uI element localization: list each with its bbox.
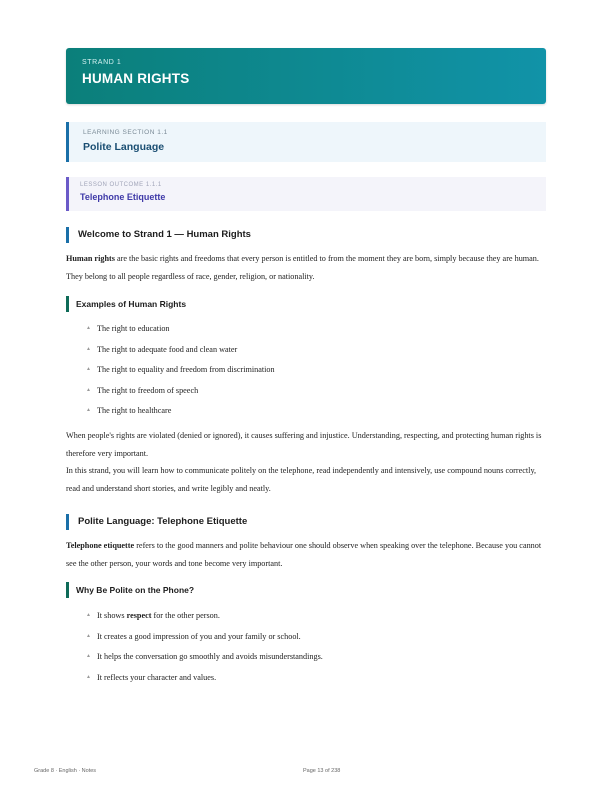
telephone-definition-text: refers to the good manners and polite behaviour one should observe when speaking over the telephone. Because you cannot see the other person, your words and tone become very important. bbox=[66, 541, 542, 568]
list-item: ▲ It shows respect for the other person. bbox=[86, 611, 220, 620]
intro-bold-term: Human rights bbox=[66, 254, 115, 263]
why-polite-list bbox=[86, 610, 546, 692]
telephone-definition-paragraph bbox=[66, 537, 548, 572]
footer-left-text: Grade 8 · English · Notes bbox=[34, 768, 97, 774]
list-item: ▲ The right to equality and freedom from discrimination bbox=[86, 365, 275, 375]
list-item: ▲ It reflects your character and values. bbox=[86, 672, 217, 682]
intro-paragraph bbox=[66, 250, 548, 285]
strand-kicker: STRAND 1 bbox=[82, 59, 122, 66]
triangle-bullet-icon: ▲ bbox=[86, 674, 91, 680]
respect-bold-term: respect bbox=[126, 611, 152, 620]
intro-text: are the basic rights and freedoms that every person is entitled to from the moment they are born, simply because they are human. They belong to all people regardless of race, gender, religion, or nationality. bbox=[66, 254, 539, 281]
list-item: ▲ It creates a good impression of you and your family or school. bbox=[86, 631, 301, 641]
triangle-bullet-icon: ▲ bbox=[86, 633, 91, 639]
list-item: ▲ The right to adequate food and clean water bbox=[86, 344, 238, 354]
examples-heading: Examples of Human Rights bbox=[66, 296, 186, 312]
strand-banner bbox=[66, 48, 546, 104]
examples-list bbox=[86, 323, 546, 426]
why-polite-heading: Why Be Polite on the Phone? bbox=[66, 582, 194, 598]
telephone-bold-term: Telephone etiquette bbox=[66, 541, 135, 550]
lesson-outcome-title: Telephone Etiquette bbox=[80, 192, 166, 202]
lesson-outcome-kicker: LESSON OUTCOME 1.1.1 bbox=[80, 182, 162, 188]
triangle-bullet-icon: ▲ bbox=[86, 326, 91, 331]
list-item: ▲ The right to freedom of speech bbox=[86, 385, 199, 395]
welcome-heading: Welcome to Strand 1 — Human Rights bbox=[66, 227, 251, 243]
learning-section-box bbox=[66, 122, 546, 162]
triangle-bullet-icon: ▲ bbox=[86, 613, 91, 618]
telephone-etiquette-heading: Polite Language: Telephone Etiquette bbox=[66, 514, 247, 530]
learning-section-title: Polite Language bbox=[83, 141, 165, 153]
strand-title: HUMAN RIGHTS bbox=[82, 71, 190, 86]
violation-paragraph: When people's rights are violated (denied or ignored), it causes suffering and injustice. Understanding, respecting, and protecting human rights is therefore very important. bbox=[66, 431, 542, 458]
triangle-bullet-icon: ▲ bbox=[86, 654, 91, 660]
list-item: ▲ It helps the conversation go smoothly and avoids misunderstandings. bbox=[86, 652, 323, 662]
strand-overview-paragraph: In this strand, you will learn how to communicate politely on the telephone, read independently and intensively, use compound nouns correctly, read and understand short stories, and write legibly and neatly. bbox=[66, 466, 537, 493]
triangle-bullet-icon: ▲ bbox=[86, 387, 91, 393]
triangle-bullet-icon: ▲ bbox=[86, 346, 91, 352]
triangle-bullet-icon: ▲ bbox=[86, 408, 91, 414]
list-item: ▲ The right to healthcare bbox=[86, 406, 172, 416]
lesson-outcome-box bbox=[66, 177, 546, 211]
learning-section-kicker: LEARNING SECTION 1.1 bbox=[83, 129, 168, 136]
page-number: Page 13 of 238 bbox=[303, 768, 341, 774]
triangle-bullet-icon: ▲ bbox=[86, 367, 91, 373]
list-item: ▲ The right to education bbox=[86, 324, 170, 333]
